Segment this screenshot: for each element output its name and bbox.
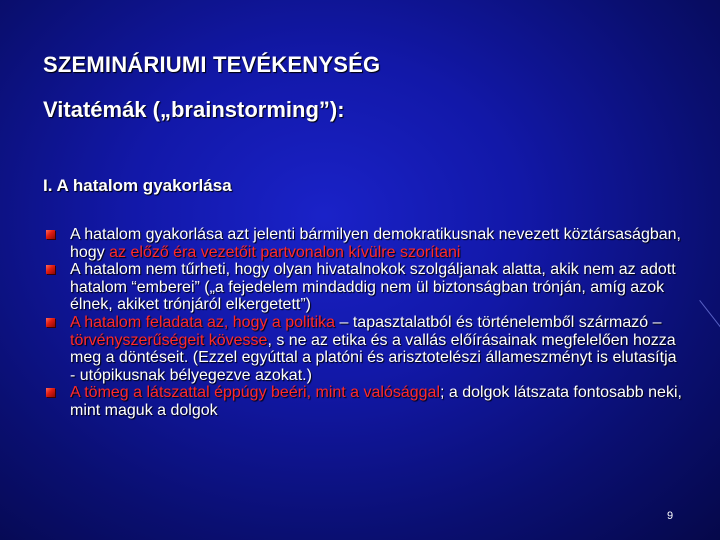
highlight-text: A hatalom feladata az, hogy a politika [70,313,336,331]
highlight-text: A tömeg a látszattal éppúgy beéri, mint a valósággal [70,384,440,402]
bullet-item [46,226,686,261]
decorative-line [699,300,720,334]
body-text: A hatalom nem tűrheti, hogy olyan hivatalnokok szolgáljanak alatta, akik nem az adott hatalom “emberei” („a fejedelem mindaddig nem ül biztonságban trónján, amíg azok élnek, akiket trónjáról elkergetett”) [70,261,676,314]
body-text: ; a dolgok látszata fontosabb neki, mint maguk a dolgok [70,384,682,419]
slide-title: SZEMINÁRIUMI TEVÉKENYSÉG [43,52,381,77]
bullet-text [70,261,676,313]
bullet-text [70,314,677,384]
body-text: A hatalom gyakorlása azt jelenti bármilyen demokratikusnak nevezett köztársaságban, hogy [70,226,681,261]
bullet-text [70,384,682,419]
bullet-square-icon [46,318,55,327]
bullet-text [70,226,681,261]
slide-subtitle: Vitatémák („brainstorming”): [43,97,345,122]
body-text: – tapasztalatból és történelemből származó – [335,313,662,331]
bullet-square-icon [46,388,55,397]
bullet-item [46,314,686,384]
body-text: , s ne az etika és a vallás előírásainak megfelelően hozza meg a döntéseit. (Ezzel egyúttal a platóni és arisztotelészi állameszményt is elutasítja - utópikusnak bélyegezve azokat.) [70,331,677,384]
bullet-item [46,261,686,314]
section-heading: I. A hatalom gyakorlása [43,176,232,195]
highlight-text: az előző éra vezetőit partvonalon kívülre szorítani [109,243,461,261]
highlight-text: törvényszerűségeit kövesse [70,331,268,349]
bullet-item [46,384,686,419]
bullet-square-icon [46,230,55,239]
bullet-square-icon [46,265,55,274]
bullet-list [46,226,686,420]
page-number: 9 [667,510,674,522]
